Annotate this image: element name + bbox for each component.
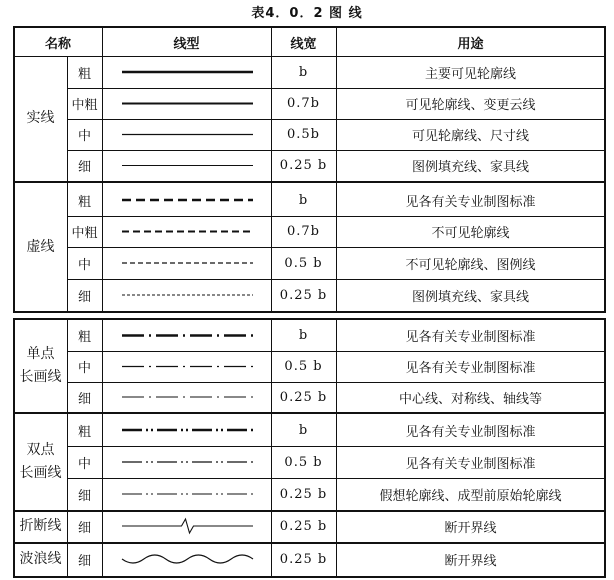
row-line-width: 0.5 b <box>284 359 323 374</box>
group-name-line-1: 波浪线 <box>19 550 62 567</box>
group-name-line-1: 实线 <box>26 110 55 126</box>
row-line-width: 0.5 b <box>284 454 323 470</box>
line-sample-dashdotdot-thin <box>122 478 253 510</box>
row-size: 中 <box>77 129 91 144</box>
line-sample-dashed-thick <box>122 184 253 216</box>
line-sample-wave-line <box>122 542 253 576</box>
row-size: 粗 <box>77 66 91 82</box>
line-sample-solid-thick <box>122 56 253 88</box>
group-name-line-2: 长画线 <box>19 465 62 481</box>
row-size: 细 <box>77 160 91 175</box>
group-name <box>14 56 67 181</box>
line-sample-dashed-medium-thick <box>122 216 253 247</box>
row-line-width: b <box>298 422 309 438</box>
line-sample-solid-medium <box>122 119 253 150</box>
row-line-width: 0.25 b <box>279 389 328 405</box>
col-divider <box>102 28 103 311</box>
row-usage: 见各有关专业制图标准 <box>405 194 536 210</box>
row-usage: 见各有关专业制图标准 <box>405 330 536 345</box>
group-name-line-1: 单点 <box>26 346 55 362</box>
row-line-width: 0.25 b <box>279 287 328 303</box>
row-line-width: 0.7b <box>287 96 320 111</box>
row-line-width: 0.7b <box>287 224 320 239</box>
group-name <box>14 510 67 542</box>
row-usage: 见各有关专业制图标准 <box>405 424 536 440</box>
row-size: 粗 <box>77 424 91 440</box>
row-line-width: 0.25 b <box>279 518 328 534</box>
line-sample-dashdot-thick <box>122 320 253 351</box>
line-sample-solid-medium-thick <box>122 88 253 119</box>
row-line-width: 0.5b <box>287 127 320 142</box>
row-size: 细 <box>77 488 91 504</box>
group-name-line-2: 长画线 <box>19 369 62 385</box>
row-size: 粗 <box>77 330 91 345</box>
row-usage: 图例填充线、家具线 <box>411 160 529 175</box>
header-line-type: 线型 <box>173 36 200 52</box>
row-usage: 图例填充线、家具线 <box>411 289 529 305</box>
row-usage: 主要可见轮廓线 <box>424 66 516 82</box>
row-line-width: b <box>298 64 309 80</box>
group-name-line-1: 虚线 <box>26 239 55 255</box>
line-sample-dashed-thin <box>122 279 253 311</box>
header-name: 名称 <box>44 36 71 52</box>
row-usage: 不可见轮廓线、图例线 <box>405 257 536 273</box>
line-sample-break-line <box>122 510 253 542</box>
line-sample-dashed-medium <box>122 247 253 279</box>
row-line-width: 0.25 b <box>279 486 328 502</box>
col-divider <box>102 320 103 576</box>
row-usage: 见各有关专业制图标准 <box>405 361 536 376</box>
header-line-width: 线宽 <box>290 36 317 52</box>
row-size: 中 <box>77 361 91 376</box>
row-size: 中 <box>77 456 91 472</box>
row-line-width: 0.25 b <box>279 158 328 173</box>
row-size: 中 <box>77 257 91 273</box>
group-name-line-1: 双点 <box>26 442 55 458</box>
line-sample-dashdotdot-thick <box>122 414 253 446</box>
row-size: 细 <box>77 553 91 569</box>
group-name <box>14 184 67 311</box>
row-usage: 不可见轮廓线 <box>431 226 510 241</box>
row-usage: 假想轮廓线、成型前原始轮廓线 <box>379 488 562 504</box>
row-line-width: 0.25 b <box>279 551 328 567</box>
row-size: 细 <box>77 289 91 305</box>
group-name <box>14 414 67 510</box>
row-line-width: b <box>298 192 309 208</box>
row-usage: 中心线、对称线、轴线等 <box>398 391 542 407</box>
row-size: 粗 <box>77 194 91 210</box>
group-divider <box>14 181 605 183</box>
row-size: 细 <box>77 391 91 407</box>
group-name <box>14 542 67 576</box>
line-sample-dashdotdot-medium <box>122 446 253 478</box>
row-line-width: 0.5 b <box>284 255 323 271</box>
row-usage: 断开界线 <box>444 520 497 536</box>
row-size: 中粗 <box>71 98 98 113</box>
row-line-width: b <box>298 328 309 343</box>
group-name <box>14 320 67 412</box>
row-usage: 可见轮廓线、尺寸线 <box>411 129 529 144</box>
row-usage: 见各有关专业制图标准 <box>405 456 536 472</box>
row-usage: 断开界线 <box>444 553 497 569</box>
row-usage: 可见轮廓线、变更云线 <box>405 98 536 113</box>
row-size: 中粗 <box>71 226 98 241</box>
table-title: 表4．0．2 图 线 <box>251 6 363 21</box>
row-size: 细 <box>77 520 91 536</box>
header-usage: 用途 <box>457 36 484 52</box>
line-sample-solid-thin <box>122 150 253 181</box>
line-sample-dashdot-thin <box>122 382 253 412</box>
group-name-line-1: 折断线 <box>19 517 62 534</box>
line-sample-dashdot-medium <box>122 351 253 382</box>
